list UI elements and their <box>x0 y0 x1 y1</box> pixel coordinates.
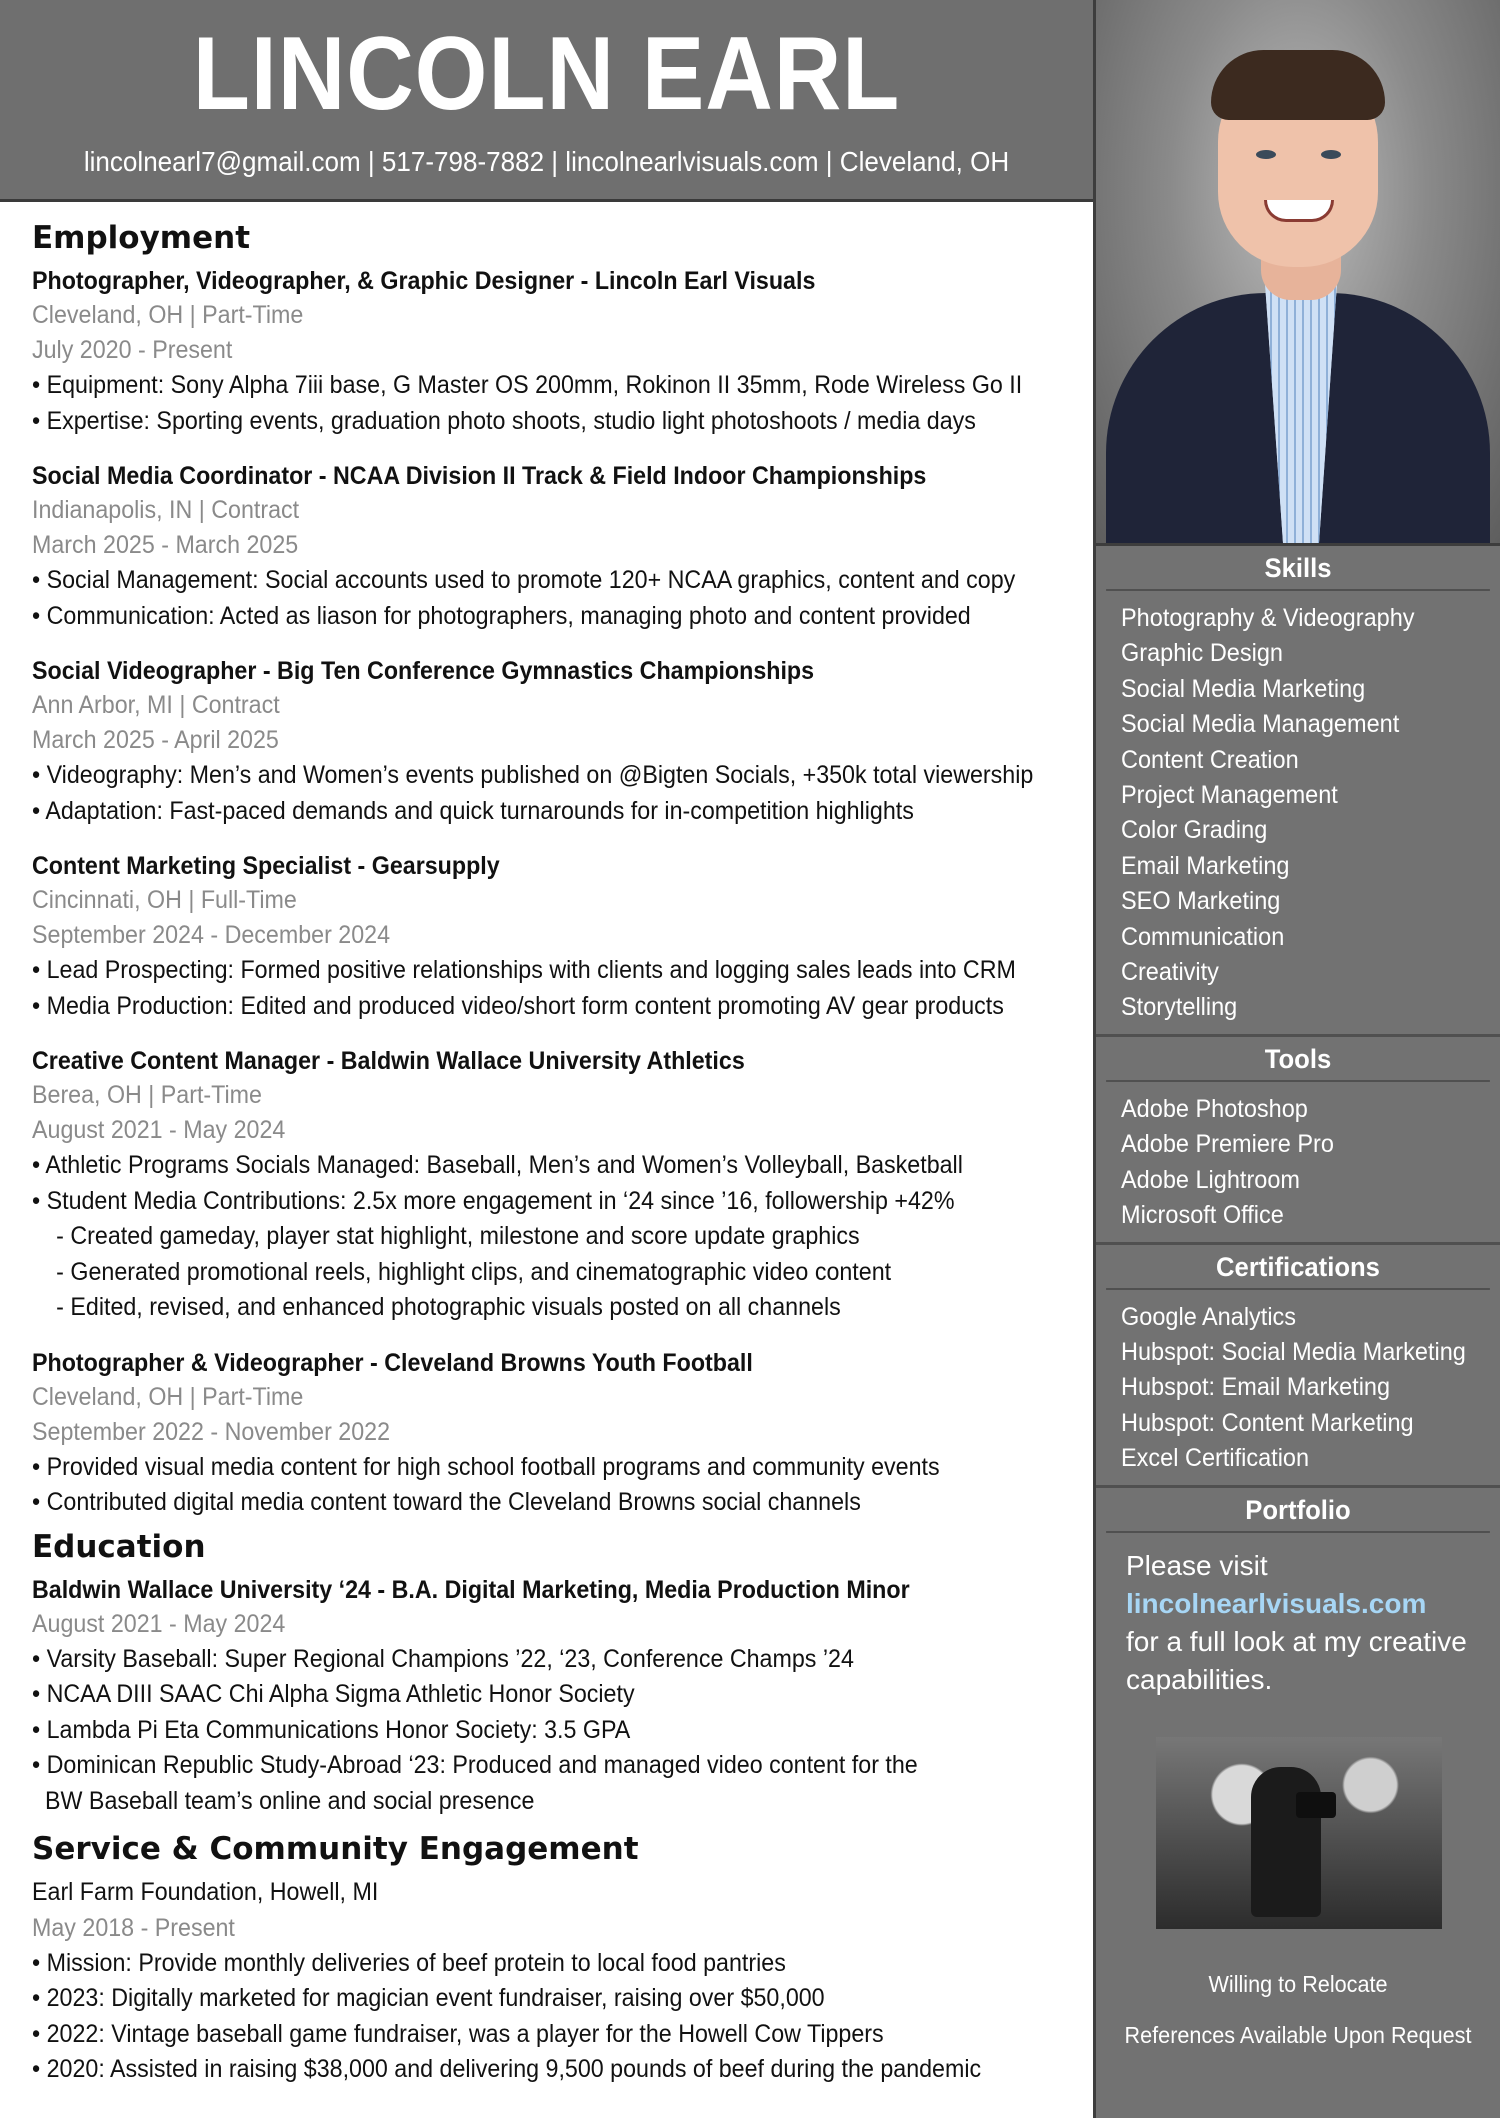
service-entry <box>32 1875 1087 2088</box>
skill-item: Storytelling <box>1121 993 1238 1022</box>
portfolio-photo <box>1156 1737 1442 1929</box>
job-bullet: • Equipment: Sony Alpha 7iii base, G Master OS 200mm, Rokinon II 35mm, Rode Wireless Go II <box>32 371 1023 399</box>
main-column <box>32 218 1087 2088</box>
skill-item: Project Management <box>1121 781 1338 810</box>
portfolio-blurb <box>1096 1533 1500 1699</box>
job-bullet: • Videography: Men’s and Women’s events published on @Bigten Socials, +350k total viewership <box>32 761 1034 789</box>
tool-item: Adobe Photoshop <box>1121 1094 1308 1123</box>
service-bullet: • 2020: Assisted in raising $38,000 and delivering 9,500 pounds of beef during the pandemic <box>32 2055 982 2083</box>
portfolio-heading: Portfolio <box>1106 1488 1490 1533</box>
header-divider <box>0 199 1093 202</box>
certification-item: Hubspot: Content Marketing <box>1121 1408 1414 1437</box>
service-bullet: • 2023: Digitally marketed for magician event fundraiser, raising over $50,000 <box>32 1984 825 2012</box>
job-location: Ann Arbor, MI | Contract <box>32 691 280 719</box>
education-bullet: • NCAA DIII SAAC Chi Alpha Sigma Athletic Honor Society <box>32 1680 635 1708</box>
job-location: Cleveland, OH | Part-Time <box>32 1382 304 1411</box>
sidebar <box>1093 0 1500 2118</box>
skill-item: Color Grading <box>1121 816 1268 845</box>
service-bullet: • Mission: Provide monthly deliveries of beef protein to local food pantries <box>32 1948 786 1977</box>
skill-item: Communication <box>1121 922 1285 951</box>
job-dates: March 2025 - April 2025 <box>32 726 279 754</box>
service-heading: Service & Community Engagement <box>32 1831 639 1867</box>
skills-list <box>1096 591 1500 1037</box>
skill-item: Social Media Management <box>1121 710 1400 739</box>
job-title: Photographer & Videographer - Cleveland Browns Youth Football <box>32 1348 753 1377</box>
skill-item: Creativity <box>1121 958 1219 987</box>
tool-item: Adobe Premiere Pro <box>1121 1130 1334 1159</box>
relocate-note: Willing to Relocate <box>1208 1970 1388 1997</box>
portfolio-link[interactable]: lincolnearlvisuals.com <box>1126 1587 1427 1619</box>
employment-heading: Employment <box>32 220 251 256</box>
certification-item: Hubspot: Email Marketing <box>1121 1373 1391 1402</box>
resume-header <box>0 0 1093 199</box>
job-bullet: • Lead Prospecting: Formed positive relationships with clients and logging sales leads into CRM <box>32 956 1016 984</box>
job-bullet: • Provided visual media content for high school football programs and community events <box>32 1452 940 1481</box>
education-entry <box>32 1573 1087 1820</box>
job-bullet: • Expertise: Sporting events, graduation photo shoots, studio light photoshoots / media days <box>32 406 976 435</box>
tool-item: Adobe Lightroom <box>1121 1165 1300 1194</box>
job-bullet: • Student Media Contributions: 2.5x more engagement in ‘24 since ’16, followership +42% <box>32 1186 955 1215</box>
contact-line: lincolnearl7@gmail.com | 517-798-7882 | lincolnearlvisuals.com | Cleveland, OH <box>83 146 1010 177</box>
skill-item: Email Marketing <box>1121 851 1290 880</box>
job-title: Content Marketing Specialist - Gearsupply <box>32 852 500 880</box>
job-location: Cleveland, OH | Part-Time <box>32 301 304 329</box>
job-entry <box>32 459 1087 634</box>
job-title: Social Videographer - Big Ten Conference Gymnastics Championships <box>32 657 815 685</box>
service-org: Earl Farm Foundation, Howell, MI <box>32 1878 379 1906</box>
job-title: Creative Content Manager - Baldwin Wallace University Athletics <box>32 1047 745 1075</box>
service-dates: May 2018 - Present <box>32 1913 235 1942</box>
tool-item: Microsoft Office <box>1121 1201 1284 1230</box>
job-bullet: • Athletic Programs Socials Managed: Baseball, Men’s and Women’s Volleyball, Basketball <box>32 1151 963 1179</box>
portfolio-outro: for a full look at my creative capabilities. <box>1126 1625 1467 1695</box>
job-entry <box>32 849 1087 1024</box>
job-dates: September 2022 - November 2022 <box>32 1417 391 1446</box>
tools-heading: Tools <box>1106 1037 1490 1082</box>
job-entry <box>32 1044 1087 1326</box>
education-bullet: • Lambda Pi Eta Communications Honor Society: 3.5 GPA <box>32 1715 631 1744</box>
education-dates: August 2021 - May 2024 <box>32 1609 286 1638</box>
job-bullet: • Contributed digital media content toward the Cleveland Browns social channels <box>32 1488 861 1516</box>
headshot-photo <box>1096 0 1500 546</box>
candidate-name: LINCOLN EARL <box>192 16 901 132</box>
job-bullet: • Adaptation: Fast-paced demands and quick turnarounds for in-competition highlights <box>32 796 914 825</box>
degree-title: Baldwin Wallace University ‘24 - B.A. Digital Marketing, Media Production Minor <box>32 1575 910 1604</box>
job-entry <box>32 264 1087 439</box>
certifications-list <box>1096 1290 1500 1488</box>
job-bullet: • Communication: Acted as liason for photographers, managing photo and content provided <box>32 601 971 630</box>
skill-item: Photography & Videography <box>1121 604 1415 632</box>
education-bullet-continuation: BW Baseball team’s online and social presence <box>45 1786 535 1815</box>
job-location: Cincinnati, OH | Full-Time <box>32 886 297 914</box>
job-dates: September 2024 - December 2024 <box>32 921 391 949</box>
job-entry <box>32 654 1087 829</box>
job-dates: July 2020 - Present <box>32 336 233 364</box>
certification-item: Hubspot: Social Media Marketing <box>1121 1337 1466 1366</box>
references-note: References Available Upon Request <box>1124 2021 1472 2048</box>
skill-item: SEO Marketing <box>1121 887 1281 916</box>
job-bullet: • Social Management: Social accounts used to promote 120+ NCAA graphics, content and copy <box>32 566 1016 594</box>
job-title: Photographer, Videographer, & Graphic Designer - Lincoln Earl Visuals <box>32 267 816 295</box>
skill-item: Graphic Design <box>1121 639 1283 668</box>
skill-item: Social Media Marketing <box>1121 674 1366 703</box>
education-bullet: • Varsity Baseball: Super Regional Champions ’22, ‘23, Conference Champs ’24 <box>32 1644 854 1673</box>
certification-item: Excel Certification <box>1121 1444 1310 1473</box>
job-location: Indianapolis, IN | Contract <box>32 496 300 524</box>
education-bullet: • Dominican Republic Study-Abroad ‘23: Produced and managed video content for the <box>32 1751 918 1779</box>
job-title: Social Media Coordinator - NCAA Division II Track & Field Indoor Championships <box>32 462 927 490</box>
job-sub-bullet: - Generated promotional reels, highlight clips, and cinematographic video content <box>56 1257 892 1286</box>
certification-item: Google Analytics <box>1121 1302 1297 1331</box>
skill-item: Content Creation <box>1121 745 1299 774</box>
portfolio-intro: Please visit <box>1126 1549 1268 1581</box>
job-dates: August 2021 - May 2024 <box>32 1116 286 1144</box>
tools-list <box>1096 1082 1500 1245</box>
service-bullet: • 2022: Vintage baseball game fundraiser, was a player for the Howell Cow Tippers <box>32 2019 884 2048</box>
job-sub-bullet: - Created gameday, player stat highlight, milestone and score update graphics <box>56 1222 860 1250</box>
job-dates: March 2025 - March 2025 <box>32 531 299 559</box>
education-heading: Education <box>32 1528 206 1565</box>
job-location: Berea, OH | Part-Time <box>32 1081 262 1109</box>
skills-heading: Skills <box>1106 546 1490 591</box>
job-sub-bullet: - Edited, revised, and enhanced photographic visuals posted on all channels <box>56 1293 841 1321</box>
job-entry <box>32 1346 1087 1521</box>
job-bullet: • Media Production: Edited and produced video/short form content promoting AV gear products <box>32 991 1004 1020</box>
certifications-heading: Certifications <box>1106 1245 1490 1290</box>
